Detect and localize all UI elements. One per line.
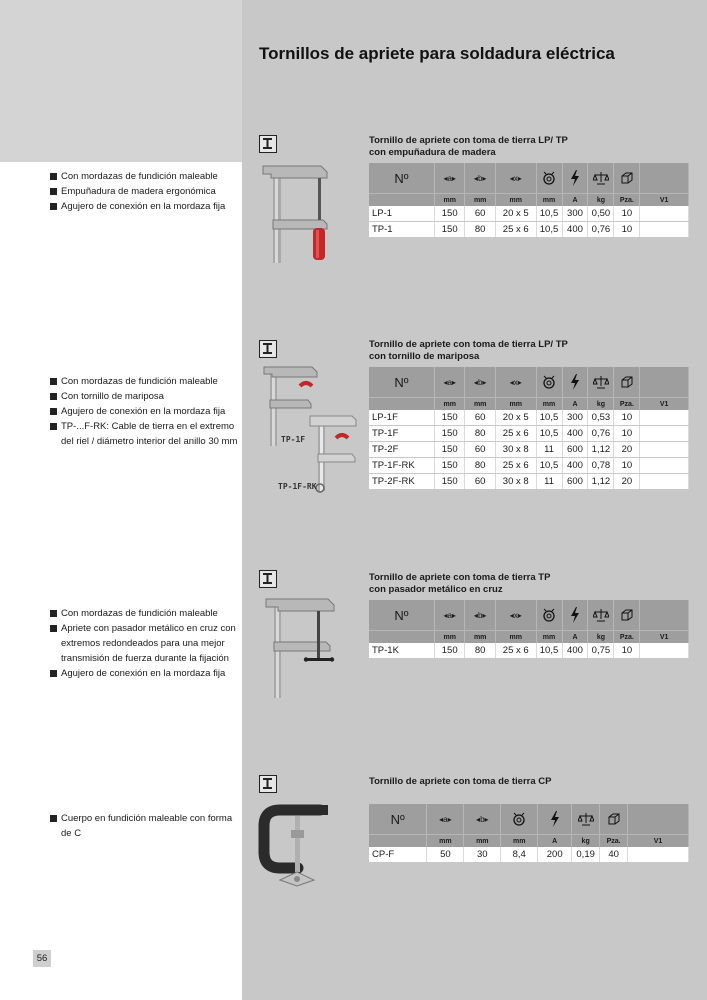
table-row: CP-F 50 30 8,4 200 0,19 40	[369, 847, 689, 863]
column-b: ◂b▸	[464, 804, 501, 835]
section-title: Tornillo de apriete con toma de tierra TP con pasador metálico en cruz	[369, 572, 551, 595]
steel-beam-icon	[259, 340, 277, 358]
feature-list	[50, 811, 240, 841]
clamp-photo-tp1k	[262, 594, 352, 702]
cable-ring-icon	[536, 600, 562, 631]
column-x: ◂x▸	[495, 367, 536, 398]
table-row: TP-2F 150 60 30 x 8 11 600 1,12 20	[369, 442, 689, 458]
cable-ring-icon	[536, 163, 562, 194]
scale-icon	[572, 804, 600, 835]
box-icon	[614, 600, 640, 631]
spec-table-lp-tp: Nº ◂a▸ ◂b▸ ◂x▸ mm mm mm mm A kg Pza. V1 LP-1 150 60 20 x 5 10,5 300 0,50 10 TP-1 150 80 25 x 6 10,5 400 0,76 10	[369, 163, 689, 238]
feature-list	[50, 606, 240, 681]
clamp-photo-lp1	[255, 160, 350, 265]
table-row: LP-1 150 60 20 x 5 10,5 300 0,50 10	[369, 206, 689, 222]
steel-beam-icon	[259, 570, 277, 588]
table-row: TP-1F-RK 150 80 25 x 6 10,5 400 0,78 10	[369, 458, 689, 474]
cable-ring-icon	[501, 804, 538, 835]
scale-icon	[588, 600, 614, 631]
steel-beam-icon	[259, 135, 277, 153]
column-a: ◂a▸	[427, 804, 464, 835]
column-x: ◂x▸	[495, 163, 536, 194]
column-nr: Nº	[369, 600, 434, 631]
feature-item: TP-...F-RK: Cable de tierra en el extremo del riel / diámetro interior del anillo 30 mm	[50, 419, 240, 449]
feature-item: Con mordazas de fundición maleable	[50, 606, 240, 621]
section-title: Tornillo de apriete con toma de tierra LP/ TP con tornillo de mariposa	[369, 339, 568, 362]
feature-item: Cuerpo en fundición maleable con forma de C	[50, 811, 240, 841]
table-row: TP-2F-RK 150 60 30 x 8 11 600 1,12 20	[369, 474, 689, 490]
section-title: Tornillo de apriete con toma de tierra CP	[369, 776, 552, 787]
column-nr: Nº	[369, 163, 434, 194]
feature-item: Empuñadura de madera ergonómica	[50, 184, 240, 199]
spec-table-tp-k: Nº ◂a▸ ◂b▸ ◂x▸ mm mm mm mm A kg Pza. V1 TP-1K 150 80 25 x 6 10,5 400 0,75 10	[369, 600, 689, 659]
page-title: Tornillos de apriete para soldadura eléctrica	[259, 44, 615, 63]
table-row: LP-1F 150 60 20 x 5 10,5 300 0,53 10	[369, 410, 689, 426]
lightning-icon	[562, 163, 588, 194]
clamp-photo-tp1f	[260, 364, 360, 496]
photo-label: TP-1F-RK	[278, 482, 317, 491]
feature-item: Agujero de conexión en la mordaza fija	[50, 404, 240, 419]
steel-beam-icon	[259, 775, 277, 793]
feature-item: Con tornillo de mariposa	[50, 389, 240, 404]
column-a: ◂a▸	[434, 367, 464, 398]
spec-table-lp-tp-f: Nº ◂a▸ ◂b▸ ◂x▸ mm mm mm mm A kg Pza. V1 LP-1F 150 60 20 x 5 10,5 300 0,53 10 TP-1F 150 80 25 x 6 10,5 400 0,76 10 TP-2F 150 60 30 x 8 11 600 1,12 20 TP-1F-RK 150 80 25 x 6 10,5 400 0,78 10 TP-2F-RK 150 60 30 x 8 11 600 1,12 20	[369, 367, 689, 490]
header-band	[0, 0, 242, 162]
lightning-icon	[538, 804, 572, 835]
feature-list	[50, 374, 240, 449]
clamp-photo-cpf	[258, 800, 338, 892]
page-number: 56	[33, 950, 51, 967]
feature-item: Agujero de conexión en la mordaza fija	[50, 199, 240, 214]
column-a: ◂a▸	[434, 600, 464, 631]
table-row: TP-1F 150 80 25 x 6 10,5 400 0,76 10	[369, 426, 689, 442]
column-b: ◂b▸	[465, 367, 495, 398]
column-b: ◂b▸	[465, 163, 495, 194]
column-a: ◂a▸	[434, 163, 464, 194]
scale-icon	[588, 367, 614, 398]
feature-item: Con mordazas de fundición maleable	[50, 169, 240, 184]
scale-icon	[588, 163, 614, 194]
lightning-icon	[562, 367, 588, 398]
feature-item: Con mordazas de fundición maleable	[50, 374, 240, 389]
box-icon	[600, 804, 628, 835]
table-row: TP-1K 150 80 25 x 6 10,5 400 0,75 10	[369, 643, 689, 659]
photo-label: TP-1F	[281, 435, 306, 444]
column-b: ◂b▸	[465, 600, 495, 631]
table-row: TP-1 150 80 25 x 6 10,5 400 0,76 10	[369, 222, 689, 238]
column-nr: Nº	[369, 367, 434, 398]
section-title: Tornillo de apriete con toma de tierra LP/ TP con empuñadura de madera	[369, 135, 568, 158]
column-nr: Nº	[369, 804, 427, 835]
feature-item: Apriete con pasador metálico en cruz con extremos redondeados para una mejor transmisión de fuerza durante la fijación	[50, 621, 240, 666]
spec-table-cp: Nº ◂a▸ ◂b▸ mm mm mm A kg Pza. V1 CP-F 50 30 8,4 200 0,19 40	[369, 804, 689, 863]
box-icon	[614, 163, 640, 194]
feature-item: Agujero de conexión en la mordaza fija	[50, 666, 240, 681]
box-icon	[614, 367, 640, 398]
feature-list	[50, 169, 240, 214]
cable-ring-icon	[536, 367, 562, 398]
column-x: ◂x▸	[495, 600, 536, 631]
lightning-icon	[562, 600, 588, 631]
